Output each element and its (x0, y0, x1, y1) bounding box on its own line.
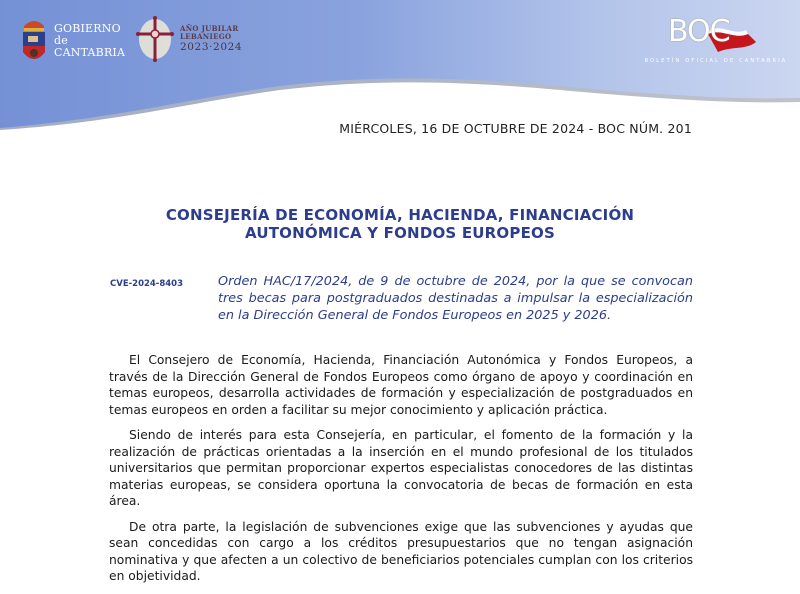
paragraph: Siendo de interés para esta Consejería, en particular, el fomento de la formación y la realización de prácticas orientadas a la inserción en el mundo profesional de los titulados universitarios que permitan proporcionar expertos especialistas conocedores de las distintas materias europeas, se considera oportuna la convocatoria de becas de formación en esta área. (109, 428, 693, 508)
paragraph: El Consejero de Economía, Hacienda, Financiación Autonómica y Fondos Europeos, a través de la Dirección General de Fondos Europeos como órgano de apoyo y coordinación en temas europeos, desarrolla actividades de formación y especialización de postgraduados en temas europeos en orden a facilitar su mejor conocimiento y aplicación práctica. (109, 353, 693, 417)
gob-line1: GOBIERNO (54, 22, 121, 35)
ano-jubilar-logo (134, 14, 242, 64)
order-title: Orden HAC/17/2024, de 9 de octubre de 2024, por la que se convocan tres becas para postgraduados destinadas a impulsar la especialización en la Dirección General de Fondos Europeos en 2025 y 2026. (218, 274, 693, 323)
document-body (109, 352, 693, 594)
gob-line2: de (54, 34, 68, 47)
cve-code: CVE-2024-8403 (110, 279, 183, 289)
gob-line3: CANTABRIA (54, 46, 126, 59)
cantabria-coat-of-arms-icon (20, 16, 48, 66)
boc-letters: BOC (668, 14, 730, 49)
department-line2: AUTONÓMICA Y FONDOS EUROPEOS (245, 224, 555, 242)
department-line1: CONSEJERÍA DE ECONOMÍA, HACIENDA, FINANCIACIÓN (165, 206, 635, 224)
jub-years: 2023·2024 (180, 41, 243, 53)
jub-line1: AÑO JUBILAR (180, 24, 239, 33)
cross-of-liebana-icon (134, 14, 176, 64)
jub-line2: LEBANIEGO (180, 32, 232, 41)
department-heading (100, 206, 700, 242)
header-banner (0, 0, 800, 130)
paragraph: De otra parte, la legislación de subvenciones exige que las subvenciones y ayudas que sean concedidas con cargo a los créditos presupuestarios que no tengan asignación nominativa y que afecten a un colectivo de beneficiarios potenciales cumplan con los criterios en objetividad. (109, 519, 693, 583)
gobierno-cantabria-logo (20, 16, 125, 66)
boc-subtitle: BOLETÍN OFICIAL DE CANTABRIA (644, 58, 788, 64)
issue-dateline: MIÉRCOLES, 16 DE OCTUBRE DE 2024 - BOC NÚM. 201 (339, 121, 692, 136)
boc-logo (636, 12, 796, 72)
